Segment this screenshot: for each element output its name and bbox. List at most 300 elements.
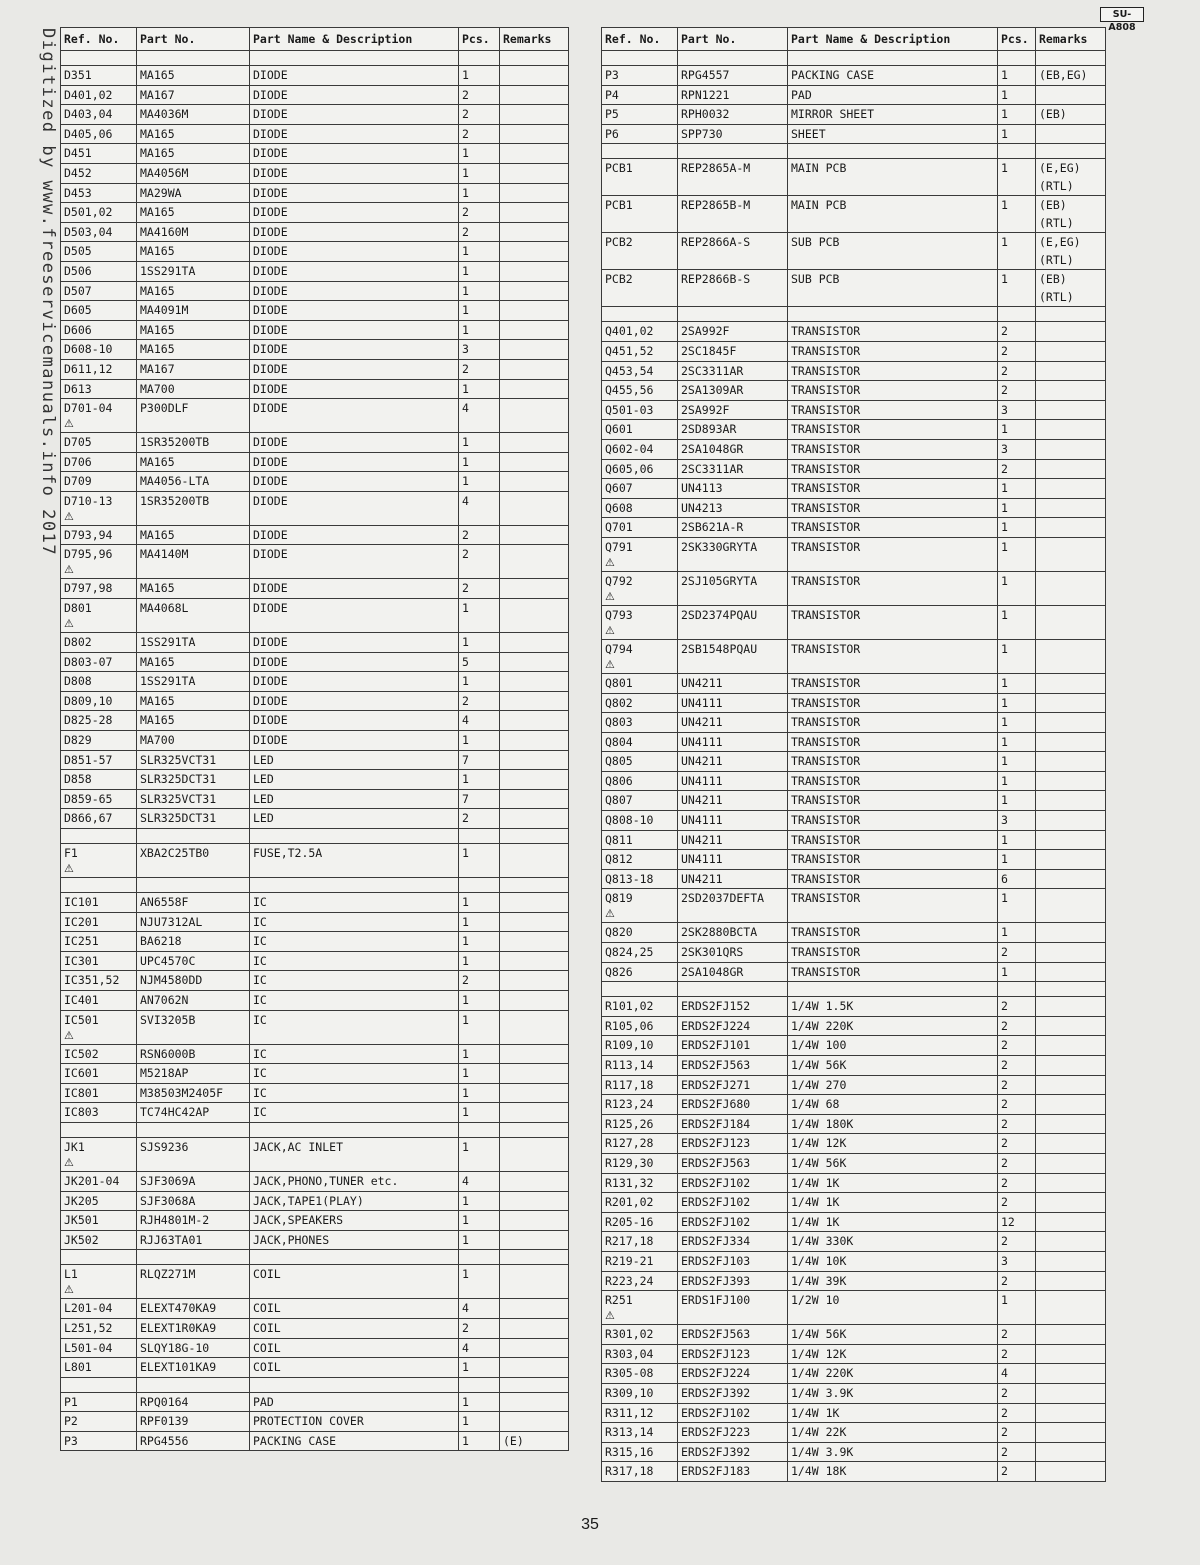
- part-no-cell: [137, 452, 250, 472]
- watermark-text: Digitized by www.freeservicemanuals.info 2017: [38, 28, 58, 557]
- part-name-cell-text: 1/2W 10: [791, 1293, 840, 1308]
- table-row: [602, 1251, 1106, 1271]
- part-no-cell-text: ERDS2FJ393: [681, 1273, 751, 1288]
- pcs-cell-text: 3: [1001, 1253, 1008, 1268]
- pcs-cell-text: 1: [462, 381, 469, 396]
- part-no-cell-text: UN4211: [681, 793, 723, 808]
- ref-cell: [602, 571, 678, 605]
- pcs-cell-text: 1: [1001, 832, 1008, 847]
- ref-cell: [61, 971, 137, 991]
- blank-cell: [998, 982, 1036, 997]
- remarks-cell: [1036, 361, 1106, 381]
- pcs-cell: [998, 1462, 1036, 1482]
- pcs-cell-text: 1: [1001, 793, 1008, 808]
- part-no-cell: [137, 844, 250, 878]
- ref-cell-text: D808: [64, 674, 92, 689]
- table-row: [602, 1114, 1106, 1134]
- part-no-cell: [678, 159, 788, 196]
- table-row: [61, 183, 569, 203]
- blank-cell: [250, 1250, 459, 1265]
- remarks-cell: [1036, 605, 1106, 639]
- part-no-cell-text: 2SA1048GR: [681, 441, 744, 456]
- ref-cell-text: Q824,25: [605, 945, 654, 960]
- table-row: [61, 1103, 569, 1123]
- part-name-cell-text: 1/4W 68: [791, 1097, 840, 1112]
- part-no-cell-text: MA165: [140, 205, 175, 220]
- part-name-cell: [788, 270, 998, 307]
- part-no-cell: [678, 1325, 788, 1345]
- ref-cell-text: Q808-10: [605, 813, 654, 828]
- remarks-cell: [500, 144, 569, 164]
- remarks-cell: [500, 1137, 569, 1171]
- table-row: [61, 1230, 569, 1250]
- part-name-cell: [788, 1251, 998, 1271]
- pcs-cell: [998, 1344, 1036, 1364]
- pcs-cell: [998, 381, 1036, 401]
- part-no-cell-text: 1SR35200TB: [140, 493, 210, 508]
- ref-cell: [602, 1095, 678, 1115]
- pcs-cell: [459, 990, 500, 1010]
- part-name-cell: [250, 433, 459, 453]
- pcs-cell: [459, 452, 500, 472]
- pcs-cell: [459, 1338, 500, 1358]
- ref-cell-text: F1: [64, 846, 78, 860]
- pcs-cell-text: 1: [462, 733, 469, 748]
- pcs-cell-text: 1: [462, 992, 469, 1007]
- part-name-cell: [788, 85, 998, 105]
- pcs-cell: [998, 673, 1036, 693]
- part-no-cell-text: 1SS291TA: [140, 674, 196, 689]
- pcs-cell-text: 1: [1001, 68, 1008, 82]
- ref-cell-text: P3: [605, 68, 619, 82]
- pcs-cell-text: 2: [1001, 1038, 1008, 1053]
- part-no-cell: [678, 962, 788, 982]
- pcs-cell-text: 7: [462, 791, 469, 806]
- table-row: [61, 711, 569, 731]
- ref-cell-text: Q792: [605, 573, 633, 588]
- ref-cell: [61, 1318, 137, 1338]
- part-name-cell-text: DIODE: [253, 87, 288, 102]
- table-row: [61, 124, 569, 144]
- remarks-cell: [1036, 1016, 1106, 1036]
- remarks-cell: [1036, 459, 1106, 479]
- part-no-cell-text: TC74HC42AP: [140, 1105, 210, 1120]
- part-no-cell-text: P300DLF: [140, 401, 189, 416]
- ref-cell: [61, 951, 137, 971]
- table-header: [602, 28, 1106, 51]
- remarks-cell: [1036, 537, 1106, 571]
- part-name-cell: [250, 1431, 459, 1451]
- remarks-cell: [500, 579, 569, 599]
- remarks-cell: [500, 85, 569, 105]
- remarks-cell: [500, 359, 569, 379]
- blank-cell: [1036, 144, 1106, 159]
- pcs-cell-text: 2: [1001, 1136, 1008, 1151]
- pcs-cell: [998, 479, 1036, 499]
- remarks-cell: [1036, 791, 1106, 811]
- pcs-cell-text: 2: [462, 693, 469, 708]
- ref-cell: [61, 472, 137, 492]
- part-name-cell-text: DIODE: [253, 635, 288, 650]
- ref-cell: [61, 770, 137, 790]
- ref-cell: [61, 809, 137, 829]
- ref-cell-text: R131,32: [605, 1175, 654, 1190]
- ref-cell-text: R125,26: [605, 1116, 654, 1131]
- pcs-cell-text: 2: [1001, 1327, 1008, 1342]
- pcs-cell-text: 1: [462, 283, 469, 298]
- part-name-cell: [788, 1462, 998, 1482]
- ref-cell: [61, 1044, 137, 1064]
- pcs-cell: [459, 399, 500, 433]
- part-name-cell: [250, 472, 459, 492]
- part-no-cell: [137, 990, 250, 1010]
- pcs-cell: [459, 472, 500, 492]
- part-name-cell: [250, 844, 459, 878]
- part-no-cell-text: UN4213: [681, 500, 723, 515]
- table-row: [602, 479, 1106, 499]
- table-row: [602, 498, 1106, 518]
- pcs-cell: [459, 1083, 500, 1103]
- blank-cell: [61, 878, 137, 893]
- part-no-cell: [678, 1232, 788, 1252]
- part-name-cell: [788, 124, 998, 144]
- ref-cell-text: PCB1: [605, 161, 633, 176]
- remarks-cell: [500, 301, 569, 321]
- part-no-cell-text: 2SJ105GRYTA: [681, 573, 758, 588]
- ref-cell: [61, 912, 137, 932]
- pcs-cell-text: 1: [1001, 161, 1008, 176]
- ref-cell: [61, 261, 137, 281]
- part-no-cell: [137, 1338, 250, 1358]
- table-row: [61, 633, 569, 653]
- ref-cell: [61, 893, 137, 913]
- part-no-cell: [678, 1423, 788, 1443]
- table-row: [602, 124, 1106, 144]
- ref-cell-text: R315,16: [605, 1444, 654, 1459]
- part-no-cell-text: 2SK330GRYTA: [681, 539, 758, 554]
- part-no-cell: [678, 1364, 788, 1384]
- pcs-cell-text: 1: [462, 914, 469, 929]
- safety-warning-icon: ⚠: [605, 657, 615, 671]
- pcs-cell-text: 2: [462, 1320, 469, 1335]
- part-no-cell: [678, 1271, 788, 1291]
- part-no-cell-text: MA4091M: [140, 303, 189, 318]
- pcs-cell-text: 1: [462, 1066, 469, 1081]
- part-name-cell-text: 1/4W 100: [791, 1038, 847, 1053]
- safety-warning-icon: ⚠: [605, 589, 615, 603]
- table-row: [61, 750, 569, 770]
- ref-cell-text: IC251: [64, 934, 99, 949]
- remarks-cell: [500, 844, 569, 878]
- part-no-cell: [137, 242, 250, 262]
- pcs-cell-text: 1: [462, 146, 469, 161]
- part-no-cell: [678, 850, 788, 870]
- part-no-cell: [137, 672, 250, 692]
- pcs-cell-text: 3: [462, 342, 469, 357]
- part-no-cell-text: REP2865B-M: [681, 198, 751, 213]
- blank-cell: [500, 829, 569, 844]
- part-no-cell: [678, 1442, 788, 1462]
- ref-cell: [61, 124, 137, 144]
- part-no-cell-text: ELEXT470KA9: [140, 1301, 217, 1316]
- ref-cell-text: D451: [64, 146, 92, 161]
- table-row: [61, 163, 569, 183]
- part-no-cell-text: MA165: [140, 454, 175, 469]
- pcs-cell-text: 7: [462, 752, 469, 767]
- pcs-cell: [459, 1412, 500, 1432]
- ref-cell-text: Q801: [605, 675, 633, 690]
- parts-table-right: [601, 27, 1106, 1482]
- pcs-cell-text: 1: [462, 1085, 469, 1100]
- ref-cell-text: D501,02: [64, 205, 113, 220]
- pcs-cell-text: 1: [1001, 1293, 1008, 1308]
- table-row: [602, 361, 1106, 381]
- part-name-cell: [788, 341, 998, 361]
- pcs-cell: [998, 1383, 1036, 1403]
- part-name-cell: [250, 525, 459, 545]
- part-name-cell-text: DIODE: [253, 342, 288, 357]
- ref-cell: [602, 1403, 678, 1423]
- table-row: [61, 691, 569, 711]
- pcs-cell: [459, 731, 500, 751]
- ref-cell-text: R113,14: [605, 1058, 654, 1072]
- remarks-cell: [1036, 923, 1106, 943]
- ref-cell-text: R303,04: [605, 1346, 654, 1361]
- pcs-cell-text: 2: [462, 527, 469, 542]
- pcs-cell-text: 1: [1001, 773, 1008, 788]
- part-no-cell: [137, 809, 250, 829]
- table-row: [602, 1325, 1106, 1345]
- part-no-cell-text: 1SS291TA: [140, 263, 196, 278]
- ref-cell-text: R105,06: [605, 1018, 654, 1033]
- pcs-cell: [998, 1325, 1036, 1345]
- pcs-cell: [998, 196, 1036, 233]
- pcs-cell: [998, 1016, 1036, 1036]
- part-no-cell-text: M5218AP: [140, 1066, 189, 1081]
- ref-cell: [61, 731, 137, 751]
- ref-cell-text: Q807: [605, 793, 633, 808]
- remarks-cell: [1036, 518, 1106, 538]
- part-no-cell-text: ERDS2FJ102: [681, 1175, 751, 1190]
- part-no-cell-text: M38503M2405F: [140, 1085, 224, 1100]
- part-no-cell-text: SJF3069A: [140, 1173, 196, 1188]
- safety-warning-icon: ⚠: [64, 1283, 74, 1297]
- table-row: [61, 203, 569, 223]
- pcs-cell: [998, 693, 1036, 713]
- part-no-cell-text: RSN6000B: [140, 1046, 196, 1061]
- part-no-cell: [137, 711, 250, 731]
- part-no-cell-text: RPN1221: [681, 87, 730, 102]
- remarks-cell: [500, 809, 569, 829]
- part-name-cell: [250, 932, 459, 952]
- table-row: [602, 1173, 1106, 1193]
- part-no-cell-text: ERDS2FJ680: [681, 1097, 751, 1112]
- ref-cell: [602, 693, 678, 713]
- remarks-cell: [500, 281, 569, 301]
- part-name-cell: [250, 750, 459, 770]
- remarks-cell: [500, 379, 569, 399]
- ref-cell: [602, 361, 678, 381]
- pcs-cell-text: 4: [1001, 1366, 1008, 1381]
- table-row: [61, 1044, 569, 1064]
- pcs-cell: [459, 320, 500, 340]
- part-name-cell: [788, 1134, 998, 1154]
- ref-cell-text: D859-65: [64, 791, 113, 806]
- part-no-cell-text: NJM4580DD: [140, 973, 203, 988]
- blank-cell: [61, 51, 137, 66]
- ref-cell-text: D506: [64, 263, 92, 278]
- pcs-cell-text: 1: [462, 1213, 469, 1228]
- pcs-cell: [459, 893, 500, 913]
- part-name-cell: [250, 379, 459, 399]
- blank-row: [602, 982, 1106, 997]
- safety-warning-icon: ⚠: [605, 1309, 615, 1323]
- part-name-cell: [788, 196, 998, 233]
- part-name-cell: [250, 633, 459, 653]
- part-no-cell: [678, 196, 788, 233]
- part-no-cell: [137, 1103, 250, 1123]
- pcs-cell-text: 1: [462, 1105, 469, 1120]
- ref-cell: [61, 1064, 137, 1084]
- pcs-cell: [459, 124, 500, 144]
- remarks-cell: [1036, 571, 1106, 605]
- part-name-cell-text: TRANSISTOR: [791, 383, 861, 398]
- part-name-cell: [250, 66, 459, 86]
- blank-cell: [459, 1377, 500, 1392]
- part-name-cell: [788, 105, 998, 125]
- blank-cell: [788, 51, 998, 66]
- table-row: [61, 1083, 569, 1103]
- ref-cell-text: Q826: [605, 964, 633, 979]
- table-row: [602, 713, 1106, 733]
- ref-cell: [61, 242, 137, 262]
- pcs-cell-text: 2: [1001, 1058, 1008, 1072]
- part-no-cell-text: ERDS2FJ224: [681, 1366, 751, 1381]
- pcs-cell: [459, 163, 500, 183]
- part-no-cell-text: UN4111: [681, 695, 723, 710]
- part-no-cell-text: ERDS2FJ102: [681, 1195, 751, 1210]
- remarks-cell: [1036, 381, 1106, 401]
- blank-cell: [1036, 307, 1106, 322]
- part-no-cell: [137, 1230, 250, 1250]
- remarks-cell: [500, 66, 569, 86]
- table-row: [602, 105, 1106, 125]
- ref-cell: [61, 932, 137, 952]
- part-no-cell-text: SLR325VCT31: [140, 752, 217, 767]
- part-name-cell-text: DIODE: [253, 303, 288, 318]
- pcs-cell-text: 4: [462, 1301, 469, 1316]
- table-row: [602, 1016, 1106, 1036]
- safety-warning-icon: ⚠: [64, 1155, 74, 1169]
- remarks-cell: [1036, 1462, 1106, 1482]
- ref-cell: [61, 85, 137, 105]
- ref-cell-text: D801: [64, 601, 92, 616]
- pcs-cell: [998, 771, 1036, 791]
- part-name-cell: [788, 439, 998, 459]
- part-no-cell: [678, 1212, 788, 1232]
- blank-cell: [500, 1250, 569, 1265]
- blank-cell: [998, 51, 1036, 66]
- pcs-cell-text: 4: [462, 713, 469, 728]
- ref-cell-text: R223,24: [605, 1273, 654, 1288]
- remarks-cell: [1036, 233, 1106, 270]
- table-row: [61, 971, 569, 991]
- part-no-cell: [678, 105, 788, 125]
- ref-cell: [602, 479, 678, 499]
- part-name-cell: [250, 1083, 459, 1103]
- ref-cell-text: IC401: [64, 992, 99, 1007]
- pcs-cell: [459, 359, 500, 379]
- ref-cell-text: Q803: [605, 715, 633, 730]
- safety-warning-icon: ⚠: [64, 862, 74, 875]
- ref-cell-text: R313,14: [605, 1425, 654, 1440]
- part-name-cell: [250, 912, 459, 932]
- remarks-cell: [500, 711, 569, 731]
- part-name-cell: [250, 1299, 459, 1319]
- part-no-cell-text: MA165: [140, 342, 175, 357]
- part-name-cell: [788, 518, 998, 538]
- ref-cell: [61, 66, 137, 86]
- table-row: [61, 1412, 569, 1432]
- table-row: [602, 1095, 1106, 1115]
- remarks-cell: [500, 525, 569, 545]
- part-no-cell: [678, 479, 788, 499]
- part-no-cell: [678, 66, 788, 86]
- ref-cell: [61, 844, 137, 878]
- pcs-cell: [459, 844, 500, 878]
- pcs-cell: [998, 105, 1036, 125]
- ref-cell: [602, 439, 678, 459]
- ref-cell: [602, 459, 678, 479]
- table-row: [602, 811, 1106, 831]
- remarks-cell: [1036, 830, 1106, 850]
- pcs-cell-text: 1: [462, 1267, 469, 1282]
- pcs-cell-text: 2: [462, 811, 469, 826]
- pcs-cell-text: 2: [1001, 1018, 1008, 1033]
- part-name-cell: [250, 222, 459, 242]
- pcs-cell: [459, 85, 500, 105]
- ref-cell-text: D795,96: [64, 547, 113, 562]
- ref-cell-text: D793,94: [64, 527, 113, 542]
- pcs-cell-text: 1: [1001, 126, 1008, 141]
- table-row: [602, 439, 1106, 459]
- pcs-cell: [998, 1193, 1036, 1213]
- part-name-cell-text: 1/4W 180K: [791, 1116, 854, 1131]
- part-no-cell: [137, 399, 250, 433]
- ref-cell: [61, 633, 137, 653]
- part-name-cell-text: TRANSISTOR: [791, 945, 861, 960]
- part-name-cell-text: DIODE: [253, 68, 288, 82]
- pcs-cell: [998, 124, 1036, 144]
- part-no-cell-text: ERDS2FJ392: [681, 1444, 751, 1459]
- part-no-cell: [137, 1064, 250, 1084]
- part-name-cell: [788, 361, 998, 381]
- remarks-cell: [1036, 1423, 1106, 1443]
- part-no-cell: [678, 1251, 788, 1271]
- part-name-cell: [250, 1412, 459, 1432]
- part-no-cell-text: RLQZ271M: [140, 1267, 196, 1282]
- pcs-cell: [998, 1271, 1036, 1291]
- part-no-cell: [137, 1010, 250, 1044]
- ref-cell: [61, 1392, 137, 1412]
- table-row: [602, 732, 1106, 752]
- part-no-cell: [678, 752, 788, 772]
- part-no-cell-text: AN6558F: [140, 895, 189, 909]
- part-name-cell-text: 1/4W 22K: [791, 1425, 847, 1440]
- part-name-cell-text: TRANSISTOR: [791, 852, 861, 867]
- pcs-cell-text: 1: [462, 1232, 469, 1247]
- ref-cell: [61, 1412, 137, 1432]
